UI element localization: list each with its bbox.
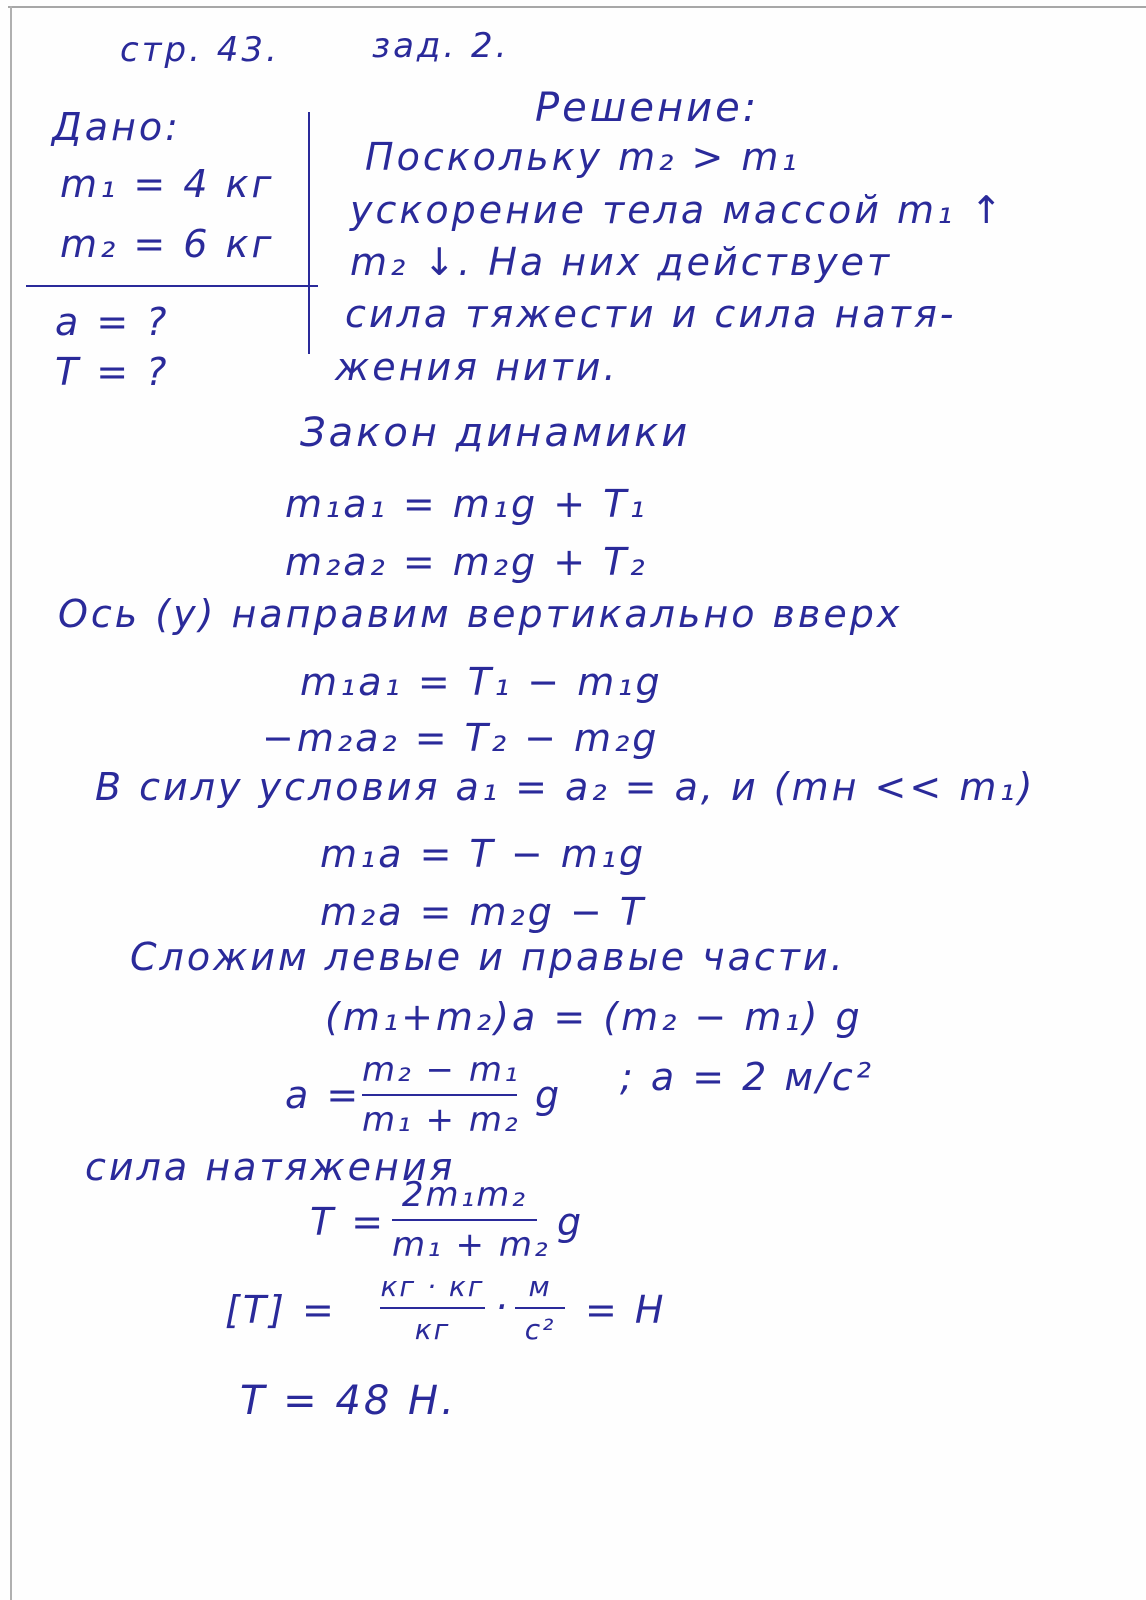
given-title: Дано: bbox=[52, 105, 181, 149]
equation-1: m₁a₁ = m₁g + T₁ bbox=[285, 482, 648, 526]
units-fraction-2 bbox=[515, 1270, 565, 1346]
accel-result: ; a = 2 м/с² bbox=[620, 1055, 875, 1099]
units-rhs: = Н bbox=[585, 1288, 667, 1332]
find-a: a = ? bbox=[55, 300, 170, 344]
tension-numerator: 2m₁m₂ bbox=[401, 1175, 528, 1215]
units-denominator-2: с² bbox=[524, 1313, 556, 1346]
tension-g: g bbox=[557, 1200, 585, 1244]
accel-numerator: m₂ − m₁ bbox=[362, 1050, 520, 1090]
tension-title: сила натяжения bbox=[85, 1145, 456, 1189]
solution-line-3: m₂ ↓. На них действует bbox=[350, 240, 893, 284]
tension-fraction bbox=[392, 1175, 550, 1265]
sum-text: Сложим левые и правые части. bbox=[130, 935, 846, 979]
units-fraction-1 bbox=[380, 1270, 485, 1346]
units-denominator-1: кг bbox=[414, 1313, 451, 1346]
page-top-edge bbox=[8, 6, 1146, 8]
solution-title: Решение: bbox=[535, 85, 760, 131]
equation-2: m₂a₂ = m₂g + T₂ bbox=[285, 540, 648, 584]
accel-lhs: a = bbox=[285, 1073, 362, 1117]
law-title: Закон динамики bbox=[300, 410, 691, 456]
equation-7: (m₁+m₂)a = (m₂ − m₁) g bbox=[325, 995, 863, 1039]
given-divider bbox=[26, 285, 318, 287]
units-fraction-bar-2 bbox=[515, 1307, 565, 1309]
find-T: T = ? bbox=[55, 350, 170, 394]
accel-fraction bbox=[362, 1050, 520, 1140]
task-number: зад. 2. bbox=[372, 26, 510, 66]
accel-g: g bbox=[535, 1073, 563, 1117]
units-numerator-1: кг · кг bbox=[380, 1270, 485, 1303]
solution-line-4: сила тяжести и сила натя- bbox=[345, 292, 957, 336]
units-numerator-2: м bbox=[528, 1270, 552, 1303]
equation-4: −m₂a₂ = T₂ − m₂g bbox=[262, 716, 660, 760]
page-left-edge bbox=[10, 6, 12, 1600]
units-fraction-bar-1 bbox=[380, 1307, 485, 1309]
tension-denominator: m₁ + m₂ bbox=[392, 1225, 550, 1265]
solution-line-2: ускорение тела массой m₁ ↑ bbox=[350, 188, 1006, 232]
given-vertical-rule bbox=[308, 112, 310, 354]
accel-fraction-bar bbox=[362, 1094, 517, 1096]
axis-direction-text: Ось (y) направим вертикально вверх bbox=[58, 592, 903, 636]
accel-denominator: m₁ + m₂ bbox=[362, 1100, 520, 1140]
given-m2: m₂ = 6 кг bbox=[60, 222, 275, 266]
final-answer: T = 48 Н. bbox=[240, 1378, 457, 1424]
units-lhs: [T] = bbox=[225, 1288, 337, 1332]
page-number: стр. 43. bbox=[120, 30, 280, 70]
solution-line-1: Поскольку m₂ > m₁ bbox=[365, 135, 800, 179]
equation-3: m₁a₁ = T₁ − m₁g bbox=[300, 660, 663, 704]
tension-fraction-bar bbox=[392, 1219, 537, 1221]
tension-lhs: T = bbox=[310, 1200, 387, 1244]
units-dot: · bbox=[495, 1285, 511, 1329]
condition-text: В силу условия a₁ = a₂ = a, и (mн << m₁) bbox=[95, 765, 1036, 809]
equation-5: m₁a = T − m₁g bbox=[320, 832, 647, 876]
solution-line-5: жения нити. bbox=[335, 345, 619, 389]
given-m1: m₁ = 4 кг bbox=[60, 162, 275, 206]
equation-6: m₂a = m₂g − T bbox=[320, 890, 647, 934]
